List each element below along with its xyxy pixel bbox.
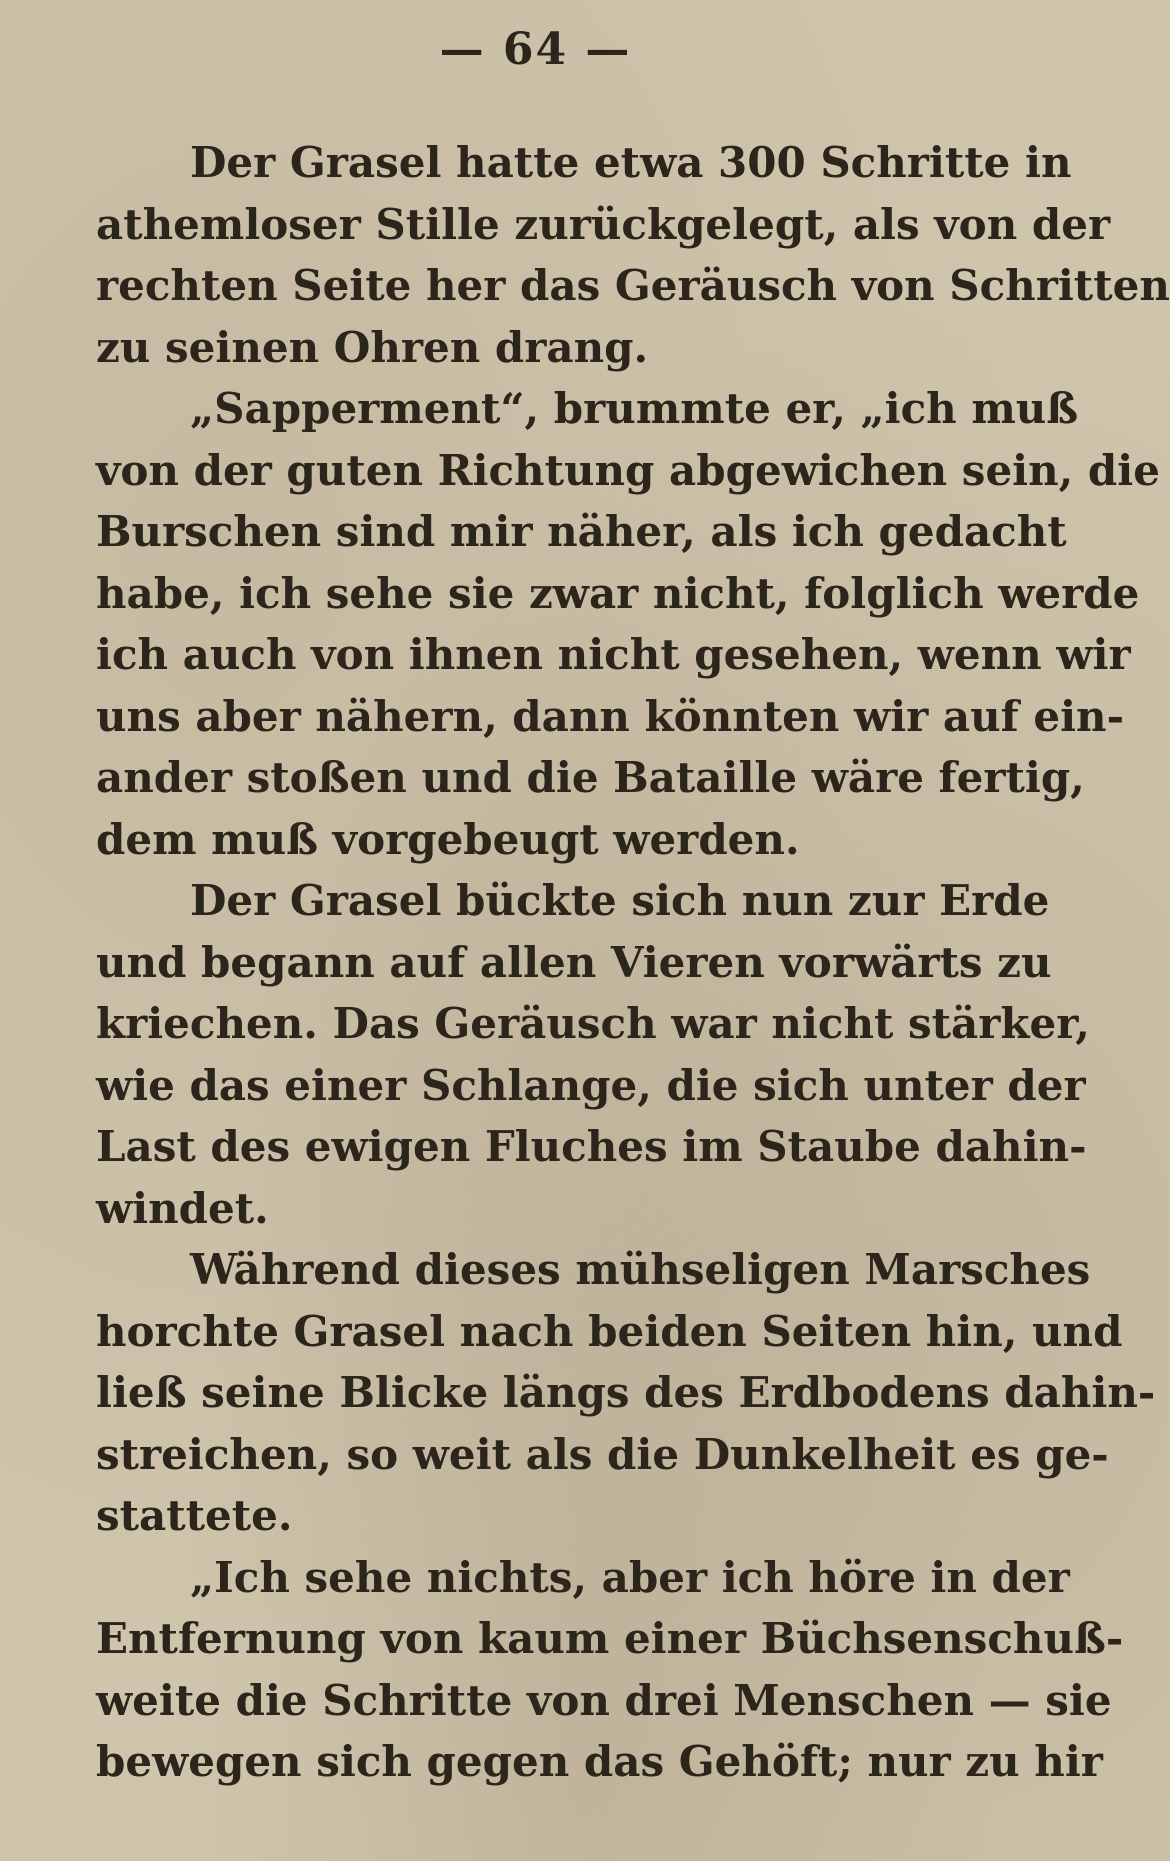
text-line: uns aber nähern, dann könnten wir auf ein- — [96, 691, 1124, 741]
text-line: zu seinen Ohren drang. — [96, 322, 649, 372]
text-line: ließ seine Blicke längs des Erdbodens dahin- — [96, 1368, 1156, 1417]
text-line: horchte Grasel nach beiden Seiten hin, und — [96, 1306, 1123, 1356]
text-line: Burschen sind mir näher, als ich gedacht — [96, 507, 1067, 556]
text-line: Während dieses mühseligen Marsches — [190, 1245, 1091, 1294]
body-text — [96, 132, 1170, 1793]
text-line: Entfernung von kaum einer Büchsenschuß- — [96, 1614, 1124, 1663]
text-line: Der Grasel hatte etwa 300 Schritte in — [190, 138, 1072, 187]
page-number: — 64 — — [439, 24, 632, 75]
text-line: habe, ich sehe sie zwar nicht, folglich werde — [96, 568, 1140, 618]
text-line: ander stoßen und die Bataille wäre fertig, — [96, 753, 1085, 802]
text-line: Last des ewigen Fluches im Staube dahin- — [96, 1122, 1087, 1171]
text-line: „Sapperment“, brummte er, „ich muß — [190, 384, 1079, 433]
text-line: ich auch von ihnen nicht gesehen, wenn wir — [96, 630, 1131, 679]
text-line: „Ich sehe nichts, aber ich höre in der — [190, 1552, 1070, 1602]
text-line: kriechen. Das Geräusch war nicht stärker, — [96, 999, 1090, 1048]
text-line: Der Grasel bückte sich nun zur Erde — [190, 876, 1050, 925]
text-line: streichen, so weit als die Dunkelheit es ge- — [96, 1429, 1109, 1479]
text-line: bewegen sich gegen das Gehöft; nur zu hir — [96, 1737, 1103, 1786]
text-line: von der guten Richtung abgewichen sein, die — [96, 445, 1160, 495]
text-line: und begann auf allen Vieren vorwärts zu — [96, 937, 1052, 987]
text-line: windet. — [96, 1183, 269, 1233]
text-line: weite die Schritte von drei Menschen — sie — [96, 1675, 1112, 1725]
text-line: stattete. — [96, 1491, 293, 1540]
text-line: athemloser Stille zurückgelegt, als von der — [96, 199, 1111, 249]
text-line: dem muß vorgebeugt werden. — [96, 814, 800, 864]
text-line: rechten Seite her das Geräusch von Schritten — [96, 261, 1170, 310]
text-line: wie das einer Schlange, die sich unter der — [96, 1060, 1086, 1110]
